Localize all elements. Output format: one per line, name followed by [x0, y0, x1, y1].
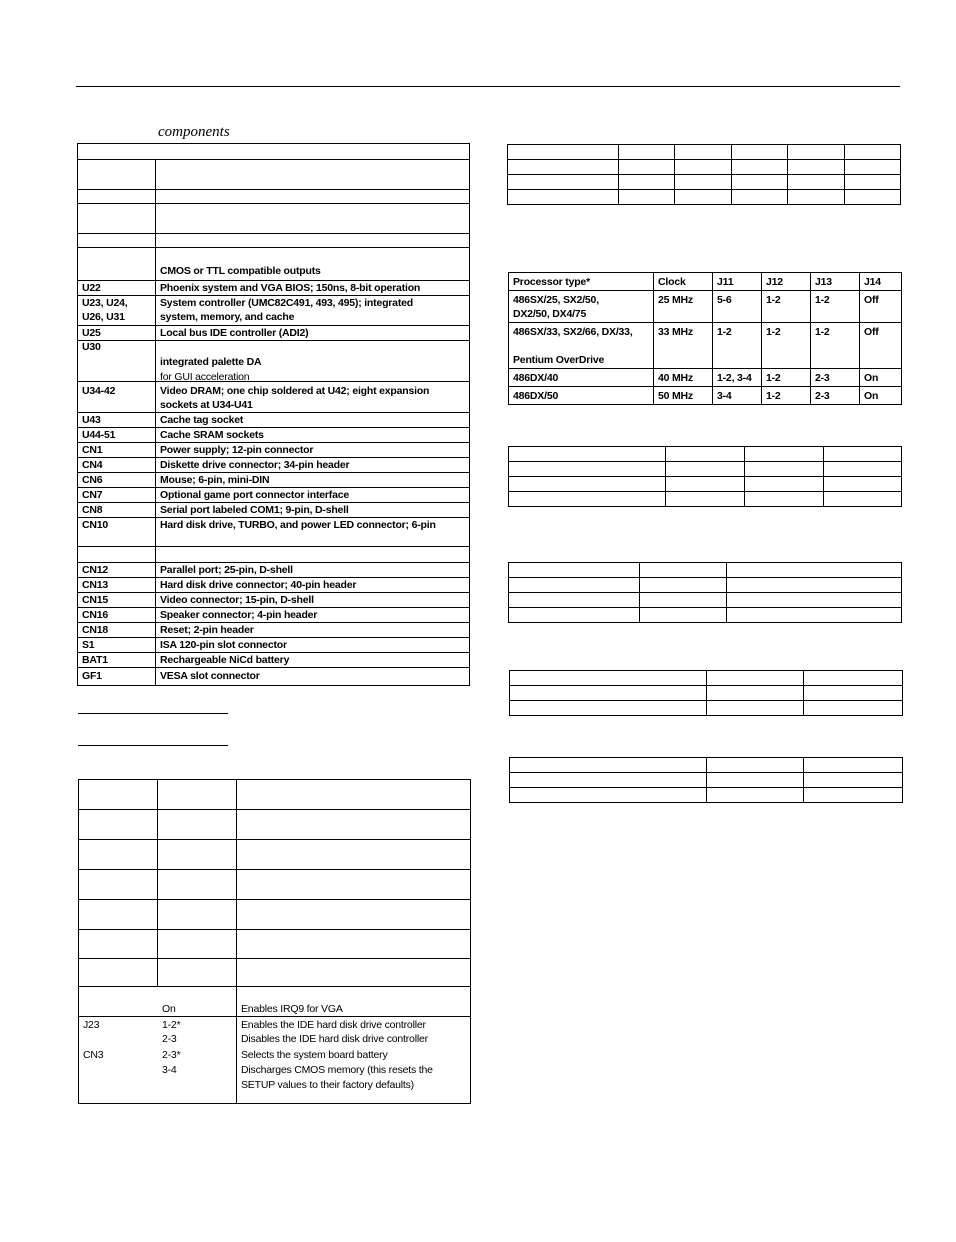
ref-cell: U26, U31: [82, 311, 125, 323]
clock-cell: 33 MHz: [654, 323, 713, 369]
desc-cell: Reset; 2-pin header: [160, 624, 254, 636]
j12-cell: 1-2: [762, 291, 811, 323]
header-cell: Processor type*: [509, 273, 654, 291]
j13-cell: 1-2: [811, 291, 860, 323]
j12-cell: 1-2: [762, 387, 811, 405]
desc-cell: Hard disk drive connector; 40-pin header: [160, 579, 357, 591]
page-top-rule: [76, 86, 900, 87]
underline-rule: [78, 713, 228, 714]
processor-type-cell: 486DX/40: [509, 369, 654, 387]
desc-cell: Enables IRQ9 for VGA: [241, 1003, 343, 1015]
desc-cell: Power supply; 12-pin connector: [160, 444, 314, 456]
desc-cell: System controller (UMC82C491, 493, 495); integrated: [160, 297, 413, 309]
desc-cell: Speaker connector; 4-pin header: [160, 609, 318, 621]
j11-cell: 1-2, 3-4: [713, 369, 762, 387]
ref-cell: CN1: [82, 444, 103, 456]
ref-cell: CN7: [82, 489, 103, 501]
empty-table: [509, 757, 903, 803]
ref-cell: CN6: [82, 474, 103, 486]
section-heading: components: [158, 124, 230, 140]
jumper-table: [78, 779, 471, 1104]
desc-cell: Enables the IDE hard disk drive controller: [241, 1019, 426, 1031]
desc-cell: Phoenix system and VGA BIOS; 150ns, 8-bit operation: [160, 282, 421, 294]
ref-cell: U30: [82, 341, 101, 353]
j13-cell: 1-2: [811, 323, 860, 369]
ref-cell: GF1: [82, 670, 102, 682]
desc-cell: Cache tag socket: [160, 414, 244, 426]
j13-cell: 2-3: [811, 369, 860, 387]
desc-cell: Video DRAM; one chip soldered at U42; eight expansion: [160, 385, 430, 397]
ref-cell: U44-51: [82, 429, 116, 441]
j11-cell: 3-4: [713, 387, 762, 405]
desc-cell: system, memory, and cache: [160, 311, 295, 323]
j14-cell: Off: [860, 291, 902, 323]
empty-table: [509, 670, 903, 716]
ref-cell: CN16: [82, 609, 109, 621]
j14-cell: Off: [860, 323, 902, 369]
header-cell: J14: [860, 273, 902, 291]
desc-cell: Mouse; 6-pin, mini-DIN: [160, 474, 270, 486]
desc-cell: CMOS or TTL compatible outputs: [160, 265, 321, 277]
ref-cell: CN18: [82, 624, 109, 636]
desc-cell: integrated palette DA: [160, 356, 262, 368]
components-table: [77, 143, 470, 686]
j12-cell: 1-2: [762, 323, 811, 369]
ref-cell: CN4: [82, 459, 103, 471]
processor-table: [508, 272, 902, 405]
header-cell: J13: [811, 273, 860, 291]
desc-cell: Optional game port connector interface: [160, 489, 350, 501]
j14-cell: On: [860, 369, 902, 387]
ref-cell: CN8: [82, 504, 103, 516]
underline-rule: [78, 745, 228, 746]
jumper-cell: CN3: [83, 1049, 104, 1061]
clock-cell: 40 MHz: [654, 369, 713, 387]
desc-cell: VESA slot connector: [160, 670, 260, 682]
ref-cell: U25: [82, 327, 101, 339]
desc-cell: SETUP values to their factory defaults): [241, 1079, 414, 1091]
setting-cell: 3-4: [162, 1064, 177, 1076]
j11-cell: 5-6: [713, 291, 762, 323]
setting-cell: On: [162, 1003, 176, 1015]
desc-cell: Parallel port; 25-pin, D-shell: [160, 564, 293, 576]
desc-cell: Discharges CMOS memory (this resets the: [241, 1064, 433, 1076]
processor-type-cell: 486SX/33, SX2/66, DX/33, Pentium OverDrive: [509, 323, 654, 369]
desc-cell: for GUI acceleration: [160, 371, 250, 383]
desc-cell: Disables the IDE hard disk drive controller: [241, 1033, 428, 1045]
desc-cell: Local bus IDE controller (ADI2): [160, 327, 309, 339]
header-cell: J12: [762, 273, 811, 291]
j11-cell: 1-2: [713, 323, 762, 369]
empty-table: [507, 144, 901, 205]
ref-cell: U43: [82, 414, 101, 426]
desc-cell: Hard disk drive, TURBO, and power LED connector; 6-pin: [160, 519, 436, 531]
processor-type-cell: 486SX/25, SX2/50, DX2/50, DX4/75: [509, 291, 654, 323]
empty-table: [508, 446, 902, 507]
setting-cell: 1-2*: [162, 1019, 181, 1031]
desc-cell: Cache SRAM sockets: [160, 429, 264, 441]
desc-cell: Diskette drive connector; 34-pin header: [160, 459, 350, 471]
ref-cell: U23, U24,: [82, 297, 128, 309]
empty-table: [508, 562, 902, 623]
desc-cell: sockets at U34-U41: [160, 399, 253, 411]
header-cell: J11: [713, 273, 762, 291]
j12-cell: 1-2: [762, 369, 811, 387]
desc-cell: ISA 120-pin slot connector: [160, 639, 287, 651]
setting-cell: 2-3*: [162, 1049, 181, 1061]
desc-cell: Video connector; 15-pin, D-shell: [160, 594, 314, 606]
clock-cell: 50 MHz: [654, 387, 713, 405]
j14-cell: On: [860, 387, 902, 405]
desc-cell: Selects the system board battery: [241, 1049, 388, 1061]
desc-cell: Rechargeable NiCd battery: [160, 654, 290, 666]
desc-cell: Serial port labeled COM1; 9-pin, D-shell: [160, 504, 349, 516]
clock-cell: 25 MHz: [654, 291, 713, 323]
ref-cell: S1: [82, 639, 95, 651]
header-cell: Clock: [654, 273, 713, 291]
ref-cell: U34-42: [82, 385, 116, 397]
setting-cell: 2-3: [162, 1033, 177, 1045]
processor-type-cell: 486DX/50: [509, 387, 654, 405]
ref-cell: CN15: [82, 594, 109, 606]
ref-cell: CN13: [82, 579, 109, 591]
j13-cell: 2-3: [811, 387, 860, 405]
ref-cell: CN12: [82, 564, 109, 576]
jumper-cell: J23: [83, 1019, 100, 1031]
ref-cell: BAT1: [82, 654, 108, 666]
ref-cell: CN10: [82, 519, 109, 531]
ref-cell: U22: [82, 282, 101, 294]
